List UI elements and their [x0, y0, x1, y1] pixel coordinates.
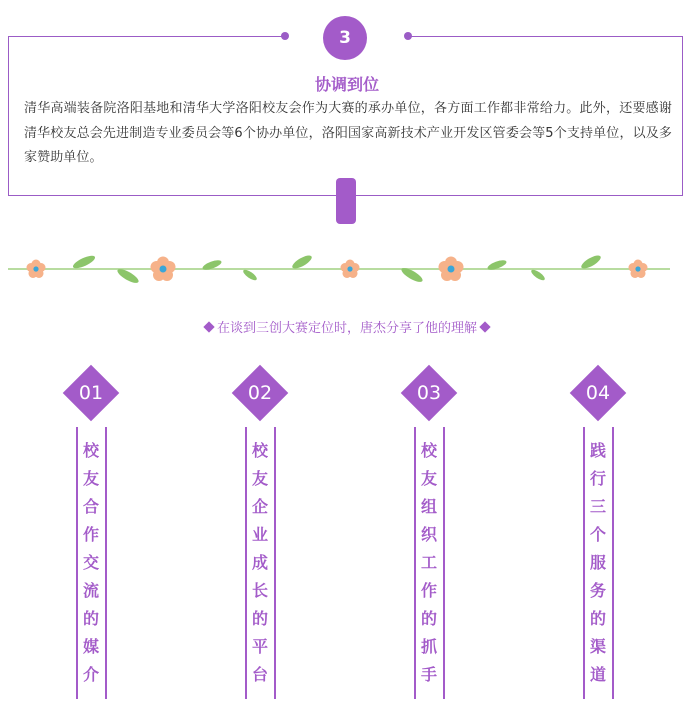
card-bottom-tab: [336, 178, 356, 224]
number-badge: [401, 365, 457, 421]
column-text: 校友企业成长的平台: [251, 441, 268, 684]
column-item: [232, 365, 288, 700]
diamond-icon: [203, 321, 214, 332]
column-text: 校友组织工作的抓手: [420, 441, 437, 684]
step-number-badge: 3: [323, 16, 367, 60]
column-number: 02: [247, 382, 273, 404]
flower-icon: [151, 257, 176, 282]
subtitle-text: 在谈到三创大赛定位时，唐杰分享了他的理解: [216, 321, 477, 336]
column-bar-right: [105, 427, 107, 699]
number-badge: [570, 365, 626, 421]
number-badge: [63, 365, 119, 421]
column-number: 03: [416, 382, 442, 404]
card-body-text: 清华高端装备院洛阳基地和清华大学洛阳校友会作为大赛的承办单位，各方面工作都非常给力。此外，还要感谢清华校友总会先进制造专业委员会等6个协办单位，洛阳国家高新技术产业开发区管委会等5个支持单位，以及多家赞助单位。: [24, 101, 672, 165]
diamond-icon: [479, 321, 490, 332]
column-text: 践行三个服务的渠道: [589, 441, 606, 684]
column-bar-right: [443, 427, 445, 699]
column-bar-right: [274, 427, 276, 699]
column-item: [63, 365, 119, 700]
leaf-icon: [242, 268, 259, 282]
flower-vine-decoration: [0, 245, 694, 295]
column-bar-right: [612, 427, 614, 699]
column-number: 01: [78, 382, 104, 404]
leaf-icon: [530, 268, 547, 282]
flower-icon: [341, 260, 360, 279]
column-number: 04: [585, 382, 611, 404]
column-item: [570, 365, 626, 700]
section-subtitle: [0, 317, 694, 336]
flower-icon: [27, 260, 46, 279]
flower-icon: [439, 257, 464, 282]
flower-icon: [629, 260, 648, 279]
column-text: 校友合作交流的媒介: [82, 441, 99, 684]
card-title: 协调到位: [314, 75, 379, 94]
number-badge: [232, 365, 288, 421]
column-item: [401, 365, 457, 700]
